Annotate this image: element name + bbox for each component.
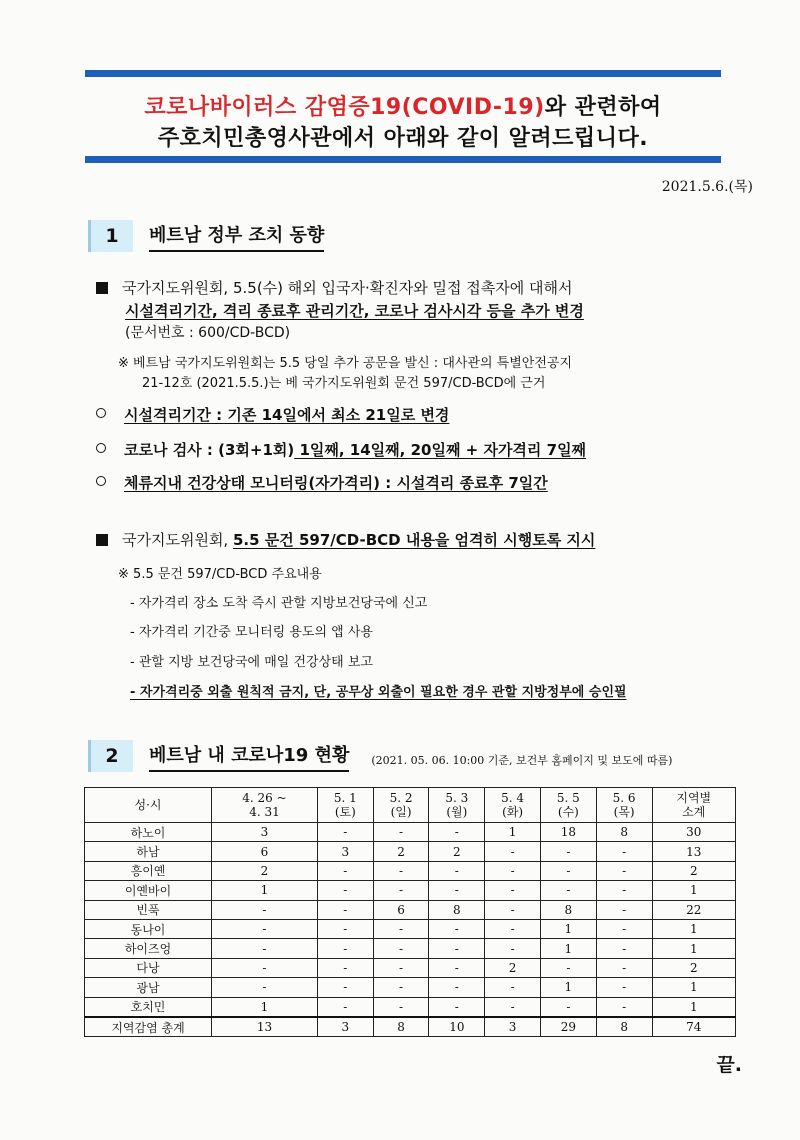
circle-item-2: 코로나 검사 : (3회+1회) 1일째, 14일째, 20일째 + 자가격리 7일째 [96, 439, 586, 460]
count-cell: - [373, 978, 429, 997]
count-cell: - [373, 919, 429, 938]
title-line2: 주호치민총영사관에서 아래와 같이 알려드립니다. [157, 126, 649, 151]
region-cell: 호치민 [85, 997, 212, 1017]
count-cell: 2 [212, 861, 318, 880]
total-label-cell: 지역감염 총계 [85, 1017, 212, 1037]
table-row [85, 939, 736, 958]
section-2-source: (2021. 05. 06. 10:00 기준, 보건부 홈페이지 및 보도에 따름) [371, 754, 673, 767]
region-cell: 동나이 [85, 919, 212, 938]
count-cell: - [485, 842, 541, 861]
count-cell: - [485, 900, 541, 919]
count-cell: - [540, 958, 596, 977]
list-item: - 관할 지방 보건당국에 매일 건강상태 보고 [130, 655, 373, 670]
count-cell: 1 [652, 997, 735, 1017]
count-cell: - [212, 919, 318, 938]
count-cell: 1 [540, 939, 596, 958]
count-cell: - [429, 997, 485, 1017]
region-cell: 광남 [85, 978, 212, 997]
section-1-number: 1 [88, 220, 133, 252]
count-cell: 3 [317, 842, 373, 861]
count-cell: 1 [212, 997, 318, 1017]
list-item: - 자가격리 장소 도착 즉시 관할 지방보건당국에 신고 [130, 596, 428, 611]
count-cell: - [373, 939, 429, 958]
count-cell: 1 [652, 939, 735, 958]
section-2-heading [88, 740, 672, 772]
section-2-title: 베트남 내 코로나19 현황 [149, 741, 349, 772]
count-cell: - [212, 958, 318, 977]
document-date: 2021.5.6.(목) [661, 179, 753, 195]
count-cell: 2 [652, 958, 735, 977]
table-header-row [85, 788, 736, 823]
count-cell: - [317, 978, 373, 997]
region-cell: 하남 [85, 842, 212, 861]
count-cell: - [317, 939, 373, 958]
table-row [85, 978, 736, 997]
circle-bullet-icon [96, 408, 106, 418]
region-cell: 하노이 [85, 823, 212, 842]
count-cell: - [317, 823, 373, 842]
count-cell: 1 [540, 919, 596, 938]
bullet-2: 국가지도위원회, 5.5 문건 597/CD-BCD 내용을 엄격히 시행토록 지시 [96, 529, 595, 550]
section-2-number: 2 [88, 740, 133, 772]
count-cell: - [540, 997, 596, 1017]
list-item: - 자가격리 기간중 모니터링 용도의 앱 사용 [130, 625, 373, 640]
total-cell: 29 [540, 1017, 596, 1037]
note-1-line2: 21-12호 (2021.5.5.)는 베 국가지도위원회 문건 597/CD-BCD에 근거 [142, 376, 546, 391]
table-row [85, 823, 736, 842]
count-cell: 13 [652, 842, 735, 861]
count-cell: 6 [212, 842, 318, 861]
circle-bullet-icon [96, 476, 106, 486]
title-rest: 와 관련하여 [544, 95, 662, 120]
count-cell: - [317, 861, 373, 880]
count-cell: - [373, 861, 429, 880]
region-cell: 빈푹 [85, 900, 212, 919]
count-cell: - [429, 881, 485, 900]
count-cell: - [485, 997, 541, 1017]
count-cell: 8 [596, 823, 652, 842]
section-1-title: 베트남 정부 조치 동향 [149, 221, 324, 252]
table-total-row [85, 1017, 736, 1037]
region-cell: 하이즈엉 [85, 939, 212, 958]
total-cell: 13 [212, 1017, 318, 1037]
count-cell: 2 [429, 842, 485, 861]
count-cell: 1 [540, 978, 596, 997]
count-cell: - [596, 978, 652, 997]
count-cell: 2 [485, 958, 541, 977]
count-cell: - [429, 958, 485, 977]
count-cell: 8 [540, 900, 596, 919]
square-bullet-icon [96, 534, 108, 546]
column-header: 5. 1 (토) [317, 788, 373, 823]
table-row [85, 919, 736, 938]
column-header: 5. 3 (월) [429, 788, 485, 823]
count-cell: - [596, 861, 652, 880]
count-cell: 8 [429, 900, 485, 919]
count-cell: - [596, 842, 652, 861]
count-cell: 18 [540, 823, 596, 842]
count-cell: - [317, 919, 373, 938]
count-cell: - [429, 919, 485, 938]
total-cell: 3 [485, 1017, 541, 1037]
count-cell: - [317, 900, 373, 919]
table-row [85, 900, 736, 919]
list-item: - 자가격리중 외출 원칙적 금지, 단, 공무상 외출이 필요한 경우 관할 지방정부에 승인필 [130, 685, 627, 700]
count-cell: - [317, 881, 373, 900]
count-cell: - [317, 958, 373, 977]
covid-cases-table [84, 787, 736, 1037]
table-row [85, 881, 736, 900]
count-cell: 6 [373, 900, 429, 919]
count-cell: 30 [652, 823, 735, 842]
count-cell: - [596, 881, 652, 900]
page-title [85, 92, 721, 154]
count-cell: - [429, 939, 485, 958]
total-cell: 74 [652, 1017, 735, 1037]
count-cell: 1 [485, 823, 541, 842]
count-cell: 1 [652, 881, 735, 900]
count-cell: - [212, 939, 318, 958]
count-cell: - [429, 861, 485, 880]
count-cell: - [596, 919, 652, 938]
count-cell: - [317, 997, 373, 1017]
bullet-1-line3: (문서번호 : 600/CD-BCD) [125, 325, 291, 341]
count-cell: 22 [652, 900, 735, 919]
circle-bullet-icon [96, 443, 106, 453]
count-cell: - [485, 861, 541, 880]
section-1-heading [88, 220, 324, 252]
total-cell: 3 [317, 1017, 373, 1037]
count-cell: - [373, 958, 429, 977]
column-header: 4. 26 ~ 4. 31 [212, 788, 318, 823]
count-cell: - [485, 919, 541, 938]
bottom-rule [85, 156, 721, 163]
table-row [85, 958, 736, 977]
count-cell: 1 [652, 978, 735, 997]
count-cell: - [540, 842, 596, 861]
count-cell: 3 [212, 823, 318, 842]
note-1-line1: ※ 베트남 국가지도위원회는 5.5 당일 추가 공문을 발신 : 대사관의 특별안전공지 [118, 356, 573, 371]
count-cell: - [373, 881, 429, 900]
column-header: 5. 6 (목) [596, 788, 652, 823]
column-header: 지역별 소계 [652, 788, 735, 823]
end-mark: 끝. [716, 1054, 742, 1076]
count-cell: - [540, 881, 596, 900]
count-cell: 1 [652, 919, 735, 938]
total-cell: 8 [596, 1017, 652, 1037]
circle-item-3: 체류지내 건강상태 모니터링(자가격리) : 시설격리 종료후 7일간 [96, 472, 548, 493]
table-row [85, 997, 736, 1017]
square-bullet-icon [96, 282, 108, 294]
table-row [85, 842, 736, 861]
count-cell: - [373, 823, 429, 842]
count-cell: - [212, 900, 318, 919]
total-cell: 8 [373, 1017, 429, 1037]
bullet-1-line1: 국가지도위원회, 5.5(수) 해외 입국자·확진자와 밀접 접촉자에 대해서 [96, 277, 572, 298]
count-cell: 2 [652, 861, 735, 880]
note-mark: ※ [118, 356, 129, 371]
count-cell: - [485, 939, 541, 958]
count-cell: - [540, 861, 596, 880]
total-cell: 10 [429, 1017, 485, 1037]
column-header: 5. 5 (수) [540, 788, 596, 823]
count-cell: - [596, 900, 652, 919]
count-cell: - [596, 997, 652, 1017]
count-cell: - [596, 958, 652, 977]
count-cell: - [429, 823, 485, 842]
bullet-1-line2: 시설격리기간, 격리 종료후 관리기간, 코로나 검사시각 등을 추가 변경 [125, 302, 584, 320]
count-cell: - [429, 978, 485, 997]
title-covid: 코로나바이러스 감염증19(COVID-19) [144, 95, 545, 120]
count-cell: 1 [212, 881, 318, 900]
table-row [85, 861, 736, 880]
count-cell: - [485, 978, 541, 997]
region-cell: 이옌바이 [85, 881, 212, 900]
column-header: 5. 4 (화) [485, 788, 541, 823]
column-header-region: 성·시 [85, 788, 212, 823]
count-cell: - [373, 997, 429, 1017]
note-2: ※ 5.5 문건 597/CD-BCD 주요내용 [118, 567, 322, 582]
circle-item-1: 시설격리기간 : 기존 14일에서 최소 21일로 변경 [96, 404, 449, 425]
count-cell: - [485, 881, 541, 900]
column-header: 5. 2 (일) [373, 788, 429, 823]
count-cell: 2 [373, 842, 429, 861]
region-cell: 다낭 [85, 958, 212, 977]
count-cell: - [596, 939, 652, 958]
count-cell: - [212, 978, 318, 997]
region-cell: 흥이옌 [85, 861, 212, 880]
top-rule [85, 70, 721, 77]
